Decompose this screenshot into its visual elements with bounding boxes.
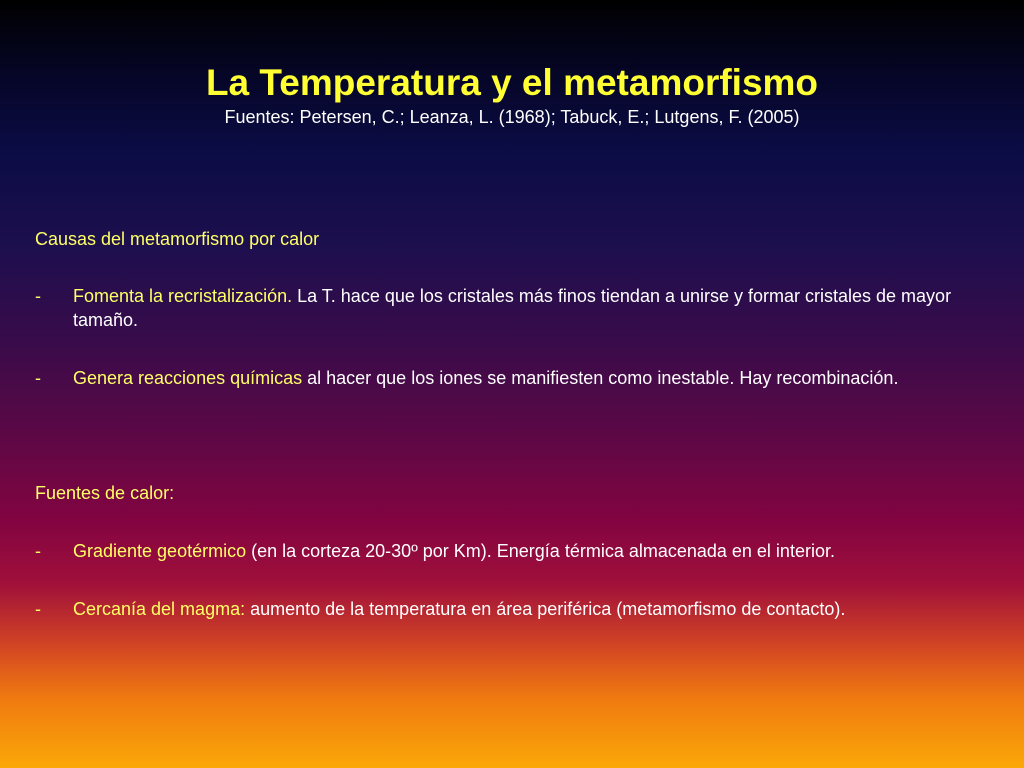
- bullet-highlight: Fomenta la recristalización.: [73, 286, 293, 306]
- bullet-dash: -: [35, 368, 41, 388]
- bullet-text: La T. hace que los cristales más finos tiendan a unirse y formar cristales de mayor tamaño.: [73, 286, 952, 330]
- bullet-dash: -: [35, 599, 41, 619]
- bullet-highlight: Genera reacciones químicas: [73, 368, 303, 388]
- bullet-text: aumento de la temperatura en área periférica (metamorfismo de contacto).: [245, 599, 846, 619]
- bullet-item: [35, 284, 995, 332]
- bullet-dash: -: [35, 541, 41, 561]
- bullet-highlight: Gradiente geotérmico: [73, 541, 247, 561]
- section-heading-heat-sources: Fuentes de calor:: [35, 483, 175, 503]
- slide-body: [35, 227, 995, 621]
- title-block: [0, 60, 1024, 128]
- bullet-item: [35, 597, 995, 621]
- bullet-text: al hacer que los iones se manifiesten como inestable. Hay recombinación.: [302, 368, 899, 388]
- section-heading-causes: Causas del metamorfismo por calor: [35, 229, 320, 249]
- bullet-highlight: Cercanía del magma:: [73, 599, 246, 619]
- slide-subtitle: Fuentes: Petersen, C.; Leanza, L. (1968); Tabuck, E.; Lutgens, F. (2005): [224, 107, 800, 127]
- slide-title: La Temperatura y el metamorfismo: [205, 62, 819, 103]
- bullet-text: (en la corteza 20-30º por Km). Energía térmica almacenada en el interior.: [246, 541, 835, 561]
- bullet-item: [35, 366, 995, 390]
- bullet-dash: -: [35, 286, 41, 306]
- bullet-item: [35, 539, 995, 563]
